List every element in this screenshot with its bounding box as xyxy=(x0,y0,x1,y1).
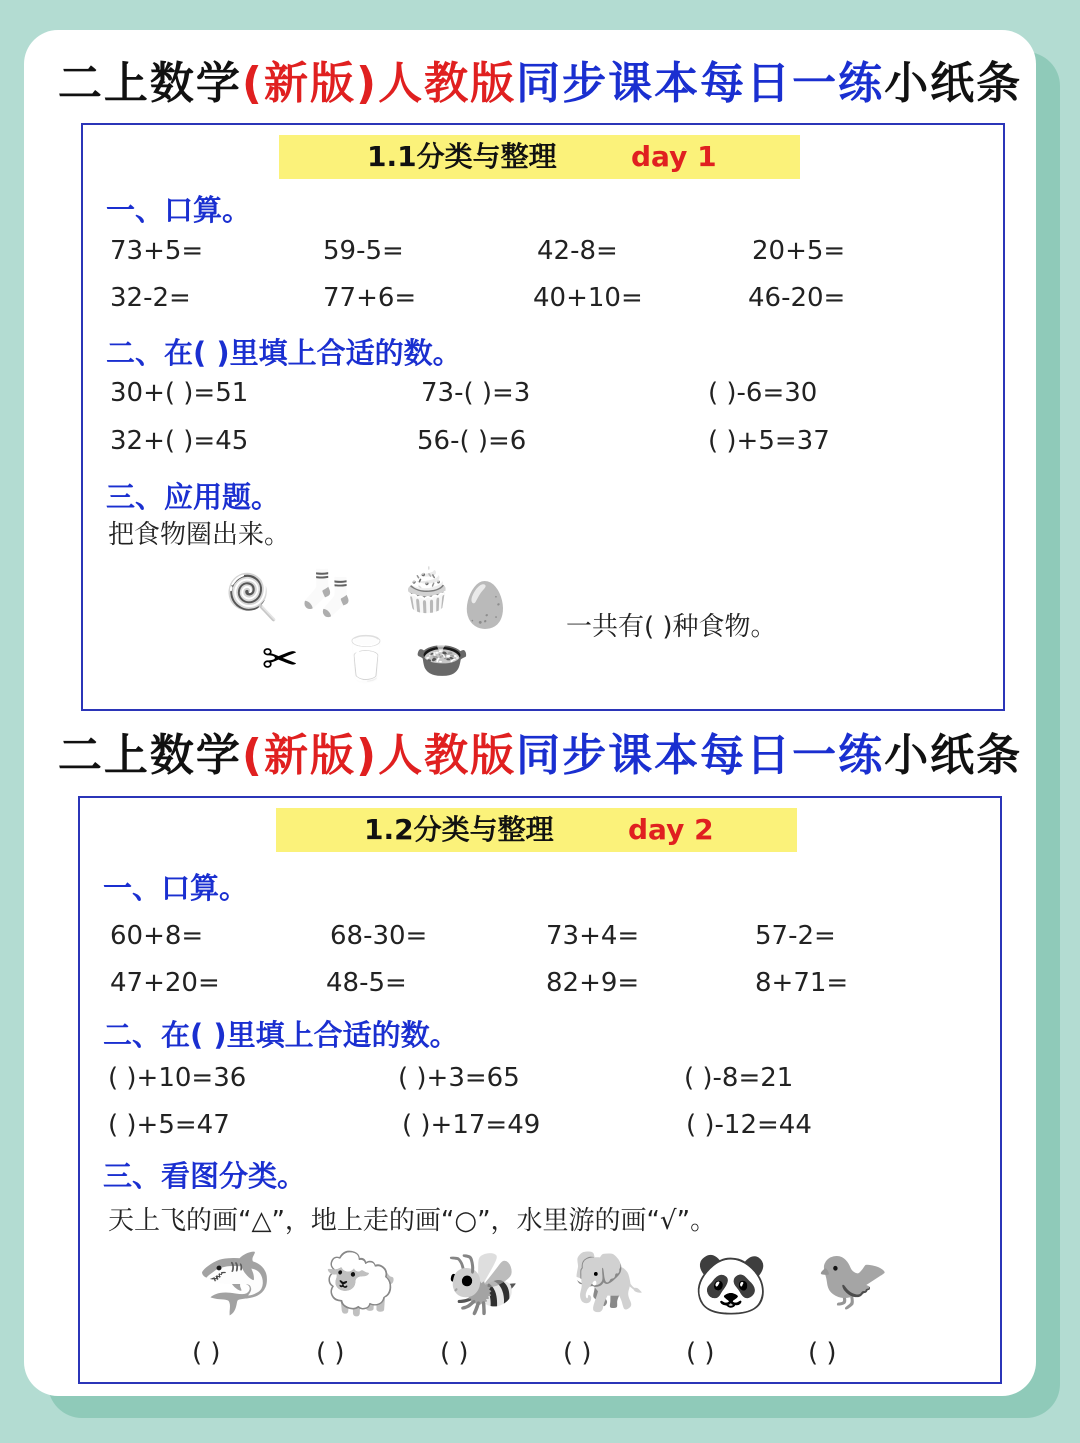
section-classify-heading: 三、看图分类。 xyxy=(103,1159,307,1193)
fill-blank-problem: ( )-12=44 xyxy=(686,1110,812,1140)
section-oral-heading: 一、口算。 xyxy=(106,193,252,227)
bowl-icon: 🍲 xyxy=(414,630,470,681)
bee-icon: 🐝 xyxy=(445,1249,521,1319)
fill-blank-problem: ( )+10=36 xyxy=(108,1063,247,1093)
panda-icon: 🐼 xyxy=(693,1249,769,1319)
cupcake-icon: 🧁 xyxy=(399,564,455,615)
oral-problem: 32-2= xyxy=(110,283,191,313)
bird-icon: 🐦 xyxy=(815,1245,891,1315)
headline-1 xyxy=(0,56,1080,112)
headline-part-blue: 同步课本每日一练 xyxy=(516,730,885,781)
section-fill-heading: 二、在( )里填上合适的数。 xyxy=(106,336,462,370)
fill-blank-problem: 32+( )=45 xyxy=(110,426,249,456)
headline-part-blue: 同步课本每日一练 xyxy=(516,58,885,109)
egg-icon: 🥚 xyxy=(457,580,513,631)
topic-banner-2 xyxy=(276,808,797,852)
elephant-icon: 🐘 xyxy=(571,1247,647,1317)
headline-part: 二上数学 xyxy=(57,58,242,109)
answer-slot: ( ) xyxy=(192,1338,221,1368)
oral-problem: 48-5= xyxy=(326,968,407,998)
headline-part-red: (新版)人教版 xyxy=(241,730,517,781)
scissors-icon: ✂ xyxy=(261,634,299,685)
oral-problem: 77+6= xyxy=(323,283,417,313)
socks-icon: 🧦 xyxy=(299,568,355,619)
oral-problem: 59-5= xyxy=(323,236,404,266)
answer-slot: ( ) xyxy=(440,1338,469,1368)
fill-blank-problem: 56-( )=6 xyxy=(417,426,527,456)
ice-pop-icon: 🍭 xyxy=(224,572,280,623)
oral-problem: 46-20= xyxy=(748,283,846,313)
topic-banner-1 xyxy=(279,135,800,179)
oral-problem: 47+20= xyxy=(110,968,220,998)
headline-part: 二上数学 xyxy=(57,730,242,781)
topic-title: 1.2分类与整理 xyxy=(364,813,554,846)
fill-blank-problem: ( )-6=30 xyxy=(708,378,818,408)
headline-2 xyxy=(0,728,1080,784)
oral-problem: 40+10= xyxy=(533,283,643,313)
fill-blank-problem: 73-( )=3 xyxy=(421,378,531,408)
instruction-text: 把食物圈出来。 xyxy=(108,520,291,550)
milk-carton-icon: 🥛 xyxy=(338,634,394,685)
fill-blank-problem: 30+( )=51 xyxy=(110,378,249,408)
fill-blank-problem: ( )+5=37 xyxy=(708,426,830,456)
topic-title: 1.1分类与整理 xyxy=(367,140,557,173)
headline-part-red: (新版)人教版 xyxy=(241,58,517,109)
oral-problem: 20+5= xyxy=(752,236,846,266)
answer-slot: ( ) xyxy=(563,1338,592,1368)
fill-blank-problem: ( )-8=21 xyxy=(684,1063,794,1093)
oral-problem: 8+71= xyxy=(755,968,849,998)
section-word-problem-heading: 三、应用题。 xyxy=(106,480,281,514)
section-fill-heading: 二、在( )里填上合适的数。 xyxy=(103,1018,459,1052)
oral-problem: 73+4= xyxy=(546,921,640,951)
headline-part: 小纸条 xyxy=(884,730,1023,781)
oral-problem: 73+5= xyxy=(110,236,204,266)
oral-problem: 60+8= xyxy=(110,921,204,951)
topic-day: day 1 xyxy=(631,140,717,173)
answer-slot: ( ) xyxy=(808,1338,837,1368)
headline-part: 小纸条 xyxy=(884,58,1023,109)
section-oral-heading: 一、口算。 xyxy=(103,871,249,905)
answer-slot: ( ) xyxy=(316,1338,345,1368)
oral-problem: 57-2= xyxy=(755,921,836,951)
shark-icon: 🦈 xyxy=(197,1249,273,1319)
oral-problem: 42-8= xyxy=(537,236,618,266)
fill-blank-problem: ( )+5=47 xyxy=(108,1110,230,1140)
sheep-icon: 🐑 xyxy=(323,1249,399,1319)
answer-slot: ( ) xyxy=(686,1338,715,1368)
question-text: 一共有( )种食物。 xyxy=(566,612,777,642)
instruction-text: 天上飞的画“△”，地上走的画“○”，水里游的画“√”。 xyxy=(108,1206,717,1236)
topic-day: day 2 xyxy=(628,813,714,846)
fill-blank-problem: ( )+17=49 xyxy=(402,1110,541,1140)
oral-problem: 68-30= xyxy=(330,921,428,951)
fill-blank-problem: ( )+3=65 xyxy=(398,1063,520,1093)
oral-problem: 82+9= xyxy=(546,968,640,998)
